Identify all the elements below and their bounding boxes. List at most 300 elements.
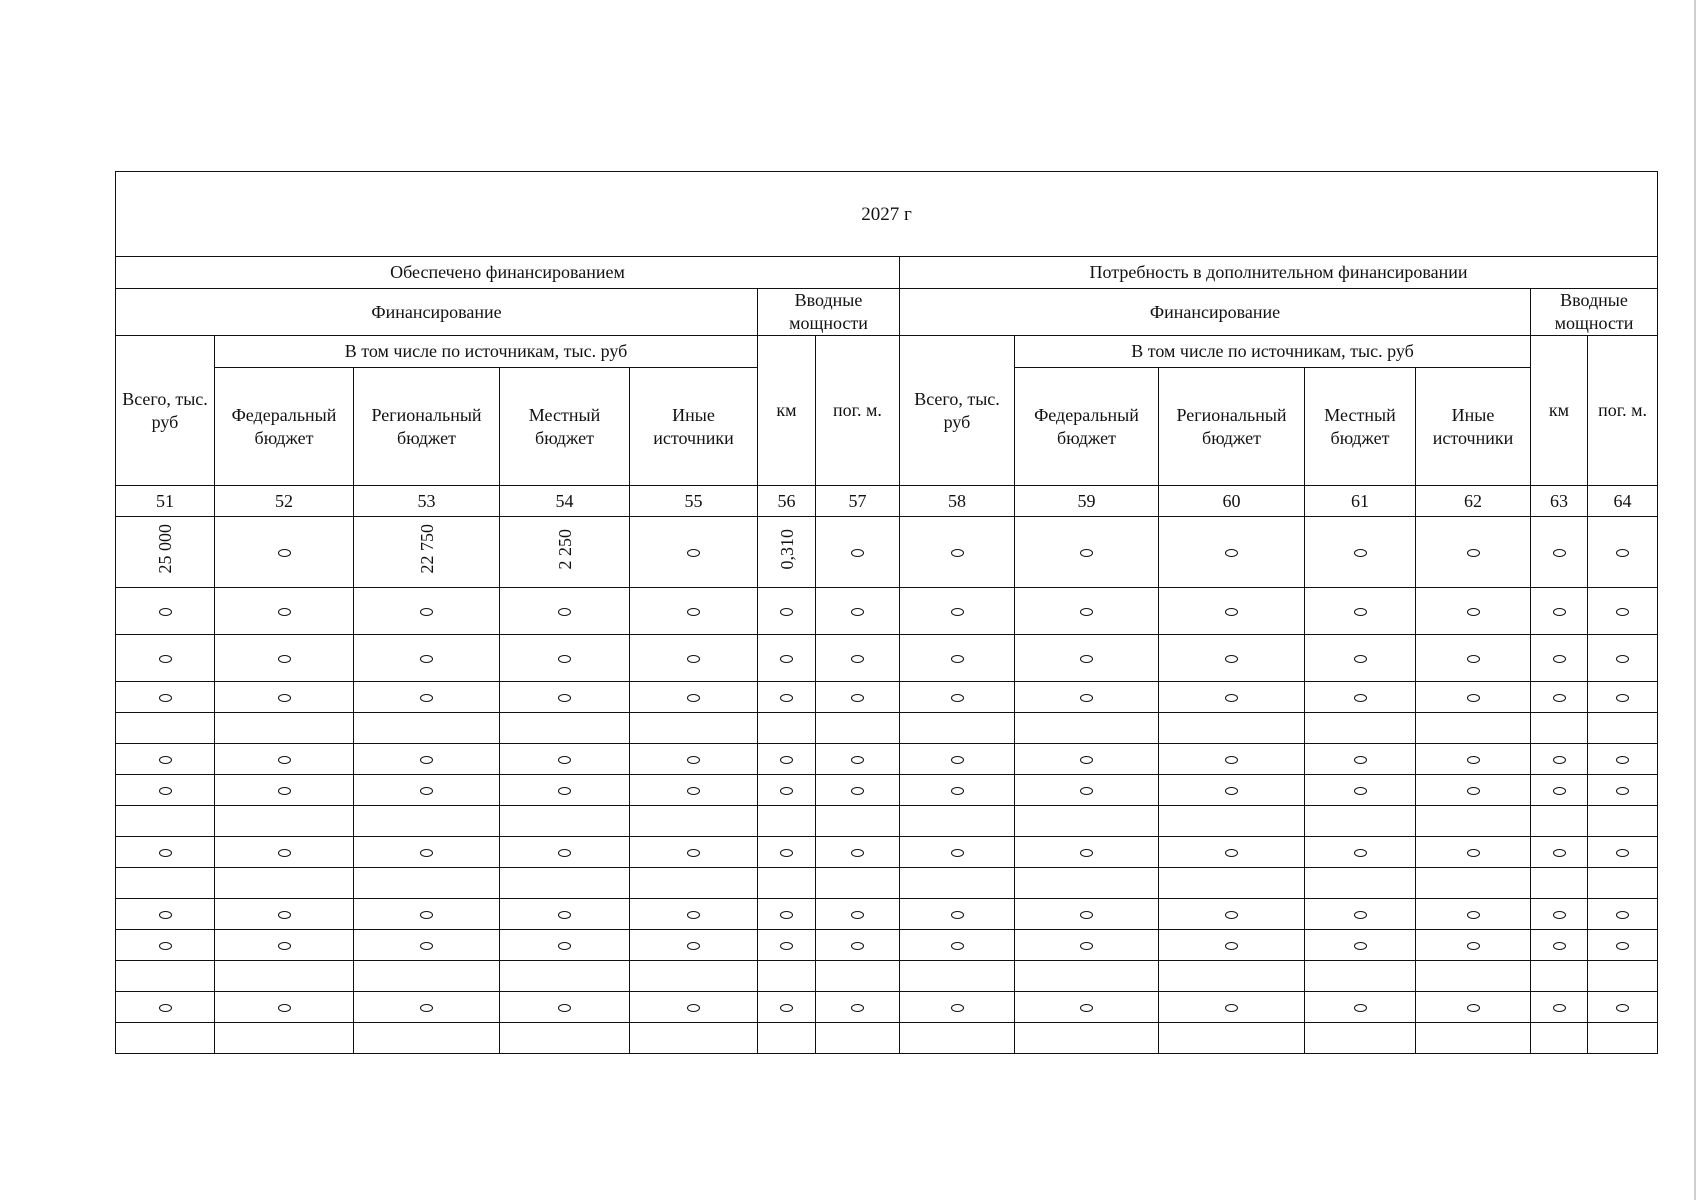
zero-value [1467, 942, 1480, 950]
zero-value [1616, 694, 1629, 702]
zero-value [1616, 549, 1629, 557]
table-cell [354, 1023, 500, 1054]
zero-value [159, 694, 172, 702]
table-cell [1588, 961, 1658, 992]
table-cell [1416, 1023, 1531, 1054]
table-cell [1015, 899, 1159, 930]
table-cell [116, 517, 215, 588]
table-cell [1588, 899, 1658, 930]
zero-value [1467, 1004, 1480, 1012]
col-regional-left: Региональный бюджет [354, 368, 500, 486]
table-cell [1305, 930, 1416, 961]
zero-value [1080, 694, 1093, 702]
table-cell [1159, 1023, 1305, 1054]
table-cell [1416, 961, 1531, 992]
zero-value [420, 1004, 433, 1012]
table-cell [1588, 682, 1658, 713]
table-cell [900, 635, 1015, 682]
zero-value [851, 1004, 864, 1012]
table-cell [500, 806, 630, 837]
zero-value [951, 694, 964, 702]
table-cell [900, 744, 1015, 775]
table-row [116, 837, 1658, 868]
table-cell [1416, 837, 1531, 868]
zero-value [951, 655, 964, 663]
zero-value [851, 849, 864, 857]
table-cell [1015, 682, 1159, 713]
zero-value [1354, 608, 1367, 616]
column-number: 58 [900, 486, 1015, 517]
table-cell [1416, 713, 1531, 744]
zero-value [687, 787, 700, 795]
zero-value [159, 608, 172, 616]
zero-value [1553, 608, 1566, 616]
zero-value [1354, 549, 1367, 557]
table-cell [116, 744, 215, 775]
table-cell [354, 682, 500, 713]
table-cell [758, 682, 816, 713]
table-cell [1015, 992, 1159, 1023]
table-cell [1305, 837, 1416, 868]
table-cell [630, 517, 758, 588]
table-cell [1531, 682, 1588, 713]
table-cell [758, 837, 816, 868]
zero-value [558, 942, 571, 950]
table-cell [630, 775, 758, 806]
table-row [116, 635, 1658, 682]
table-cell [215, 744, 354, 775]
table-cell [500, 1023, 630, 1054]
zero-value [558, 608, 571, 616]
table-row [116, 517, 1658, 588]
col-km-right: км [1531, 336, 1588, 486]
table-cell [816, 930, 900, 961]
table-cell [758, 517, 816, 588]
table-cell [215, 517, 354, 588]
zero-value [1080, 549, 1093, 557]
zero-value [420, 694, 433, 702]
table-cell [1159, 744, 1305, 775]
zero-value [687, 849, 700, 857]
table-cell [1305, 961, 1416, 992]
table-cell [116, 635, 215, 682]
zero-value [159, 911, 172, 919]
col-other-right: Иные источники [1416, 368, 1531, 486]
table-cell [116, 961, 215, 992]
zero-value [1354, 655, 1367, 663]
table-cell [215, 1023, 354, 1054]
zero-value [851, 787, 864, 795]
table-cell [116, 1023, 215, 1054]
column-number: 56 [758, 486, 816, 517]
table-cell [1416, 517, 1531, 588]
table-cell [630, 744, 758, 775]
table-cell [1531, 806, 1588, 837]
col-federal-left: Федеральный бюджет [215, 368, 354, 486]
zero-value [1225, 655, 1238, 663]
zero-value [420, 655, 433, 663]
column-number: 59 [1015, 486, 1159, 517]
table-cell [630, 1023, 758, 1054]
table-cell [1531, 517, 1588, 588]
table-cell [1531, 775, 1588, 806]
table-cell [1588, 775, 1658, 806]
zero-value [1354, 849, 1367, 857]
table-cell [215, 775, 354, 806]
table-cell [816, 868, 900, 899]
zero-value [558, 655, 571, 663]
zero-value [1354, 942, 1367, 950]
table-cell [215, 961, 354, 992]
table-title: 2027 г [116, 172, 1658, 257]
table-cell [1588, 992, 1658, 1023]
table-cell [354, 517, 500, 588]
table-row [116, 992, 1658, 1023]
table-cell [1588, 868, 1658, 899]
zero-value [780, 787, 793, 795]
table-cell [1159, 992, 1305, 1023]
table-cell [630, 635, 758, 682]
zero-value [851, 608, 864, 616]
zero-value [420, 756, 433, 764]
zero-value [278, 787, 291, 795]
zero-value [159, 1004, 172, 1012]
zero-value [1225, 942, 1238, 950]
zero-value [951, 942, 964, 950]
zero-value [159, 849, 172, 857]
table-cell [215, 899, 354, 930]
zero-value [687, 694, 700, 702]
zero-value [1080, 787, 1093, 795]
zero-value [780, 655, 793, 663]
table-row [116, 930, 1658, 961]
zero-value [1080, 911, 1093, 919]
table-cell [1531, 713, 1588, 744]
table-cell [816, 682, 900, 713]
zero-value [951, 911, 964, 919]
table-cell [630, 930, 758, 961]
table-cell [354, 744, 500, 775]
zero-value [687, 608, 700, 616]
table-cell [1416, 992, 1531, 1023]
table-cell [816, 806, 900, 837]
zero-value [1467, 608, 1480, 616]
table-cell [1588, 1023, 1658, 1054]
zero-value [1616, 1004, 1629, 1012]
table-cell [1531, 744, 1588, 775]
table-cell [816, 744, 900, 775]
table-cell [900, 837, 1015, 868]
table-cell [816, 635, 900, 682]
table-cell [116, 682, 215, 713]
table-cell [758, 588, 816, 635]
table-cell [354, 992, 500, 1023]
table-cell [1588, 806, 1658, 837]
zero-value [951, 608, 964, 616]
zero-value [278, 655, 291, 663]
section-secured-header: Обеспечено финансированием [116, 257, 900, 289]
column-number: 60 [1159, 486, 1305, 517]
table-cell [1531, 837, 1588, 868]
table-cell [1015, 1023, 1159, 1054]
table-cell [816, 992, 900, 1023]
table-cell [1015, 868, 1159, 899]
table-cell [630, 713, 758, 744]
zero-value [687, 942, 700, 950]
zero-value [851, 694, 864, 702]
table-cell [1416, 899, 1531, 930]
table-cell [1159, 713, 1305, 744]
zero-value [1553, 1004, 1566, 1012]
financing-table [115, 171, 1658, 1054]
zero-value [1553, 655, 1566, 663]
zero-value [278, 756, 291, 764]
zero-value [687, 655, 700, 663]
column-number: 63 [1531, 486, 1588, 517]
zero-value [687, 1004, 700, 1012]
zero-value [951, 787, 964, 795]
table-cell [116, 775, 215, 806]
table-cell [500, 517, 630, 588]
table-cell [500, 961, 630, 992]
table-cell [215, 837, 354, 868]
zero-value [1467, 655, 1480, 663]
zero-value [1467, 756, 1480, 764]
table-cell [758, 635, 816, 682]
zero-value [1080, 756, 1093, 764]
zero-value [159, 942, 172, 950]
zero-value [851, 549, 864, 557]
zero-value [687, 911, 700, 919]
table-cell [1305, 1023, 1416, 1054]
zero-value [420, 942, 433, 950]
table-cell [116, 588, 215, 635]
table-cell [215, 588, 354, 635]
table-cell [116, 899, 215, 930]
zero-value [1467, 787, 1480, 795]
zero-value [1467, 911, 1480, 919]
table-cell [116, 992, 215, 1023]
zero-value [558, 911, 571, 919]
table-cell [1531, 961, 1588, 992]
zero-value [1553, 911, 1566, 919]
table-cell [215, 868, 354, 899]
table-cell [758, 744, 816, 775]
table-cell [500, 744, 630, 775]
table-cell [630, 837, 758, 868]
table-cell [630, 682, 758, 713]
col-pog-m-left: пог. м. [816, 336, 900, 486]
table-cell [900, 1023, 1015, 1054]
zero-value [1225, 756, 1238, 764]
table-cell [1159, 837, 1305, 868]
table-cell [900, 517, 1015, 588]
zero-value [278, 694, 291, 702]
zero-value [1553, 694, 1566, 702]
zero-value [1225, 911, 1238, 919]
table-cell [758, 992, 816, 1023]
table-row [116, 806, 1658, 837]
zero-value [1553, 787, 1566, 795]
zero-value [1080, 942, 1093, 950]
table-cell [1416, 868, 1531, 899]
table-cell [1305, 744, 1416, 775]
col-pog-m-right: пог. м. [1588, 336, 1658, 486]
zero-value [159, 655, 172, 663]
table-cell [900, 775, 1015, 806]
zero-value [1080, 1004, 1093, 1012]
table-cell [1416, 930, 1531, 961]
column-number: 61 [1305, 486, 1416, 517]
table-cell [354, 713, 500, 744]
table-cell [900, 899, 1015, 930]
sources-header-left: В том числе по источникам, тыс. руб [215, 336, 758, 368]
table-cell [1305, 775, 1416, 806]
zero-value [1553, 756, 1566, 764]
zero-value [1616, 787, 1629, 795]
table-row [116, 588, 1658, 635]
zero-value [159, 756, 172, 764]
table-cell [1159, 899, 1305, 930]
zero-value [1225, 549, 1238, 557]
sources-header-right: В том числе по источникам, тыс. руб [1015, 336, 1531, 368]
table-cell [116, 713, 215, 744]
table-cell [1159, 868, 1305, 899]
table-cell [1159, 517, 1305, 588]
zero-value [1225, 849, 1238, 857]
zero-value [1225, 1004, 1238, 1012]
table-cell [354, 588, 500, 635]
column-number: 51 [116, 486, 215, 517]
cell-value: 2 250 [554, 528, 575, 570]
table-cell [816, 588, 900, 635]
table-cell [1588, 635, 1658, 682]
zero-value [1616, 655, 1629, 663]
zero-value [780, 942, 793, 950]
table-cell [1416, 806, 1531, 837]
zero-value [951, 1004, 964, 1012]
table-row [116, 775, 1658, 806]
table-cell [116, 930, 215, 961]
table-cell [1159, 682, 1305, 713]
col-other-left: Иные источники [630, 368, 758, 486]
zero-value [1553, 549, 1566, 557]
table-cell [758, 775, 816, 806]
zero-value [558, 756, 571, 764]
table-cell [1588, 744, 1658, 775]
table-cell [758, 961, 816, 992]
table-cell [758, 1023, 816, 1054]
zero-value [558, 787, 571, 795]
table-cell [630, 961, 758, 992]
table-cell [1305, 713, 1416, 744]
table-cell [500, 992, 630, 1023]
table-cell [1588, 588, 1658, 635]
column-number: 55 [630, 486, 758, 517]
zero-value [1354, 694, 1367, 702]
table-cell [1531, 588, 1588, 635]
table-cell [354, 837, 500, 868]
zero-value [951, 549, 964, 557]
zero-value [851, 911, 864, 919]
table-cell [900, 588, 1015, 635]
zero-value [420, 911, 433, 919]
table-cell [1588, 837, 1658, 868]
table-cell [500, 899, 630, 930]
zero-value [1553, 942, 1566, 950]
table-cell [1588, 930, 1658, 961]
table-cell [1305, 899, 1416, 930]
zero-value [1616, 942, 1629, 950]
table-row [116, 899, 1658, 930]
zero-value [1354, 911, 1367, 919]
section-additional-header: Потребность в дополнительном финансировании [900, 257, 1658, 289]
col-regional-right: Региональный бюджет [1159, 368, 1305, 486]
table-cell [1416, 744, 1531, 775]
zero-value [1080, 849, 1093, 857]
table-cell [816, 961, 900, 992]
table-cell [354, 899, 500, 930]
table-cell [1531, 930, 1588, 961]
table-cell [215, 635, 354, 682]
zero-value [851, 756, 864, 764]
financing-header-right: Финансирование [900, 289, 1531, 336]
capacity-header-left: Вводные мощности [758, 289, 900, 336]
table-cell [900, 930, 1015, 961]
table-cell [1531, 1023, 1588, 1054]
table-cell [1531, 635, 1588, 682]
column-number: 53 [354, 486, 500, 517]
table-cell [1159, 806, 1305, 837]
table-row [116, 713, 1658, 744]
zero-value [780, 756, 793, 764]
table-cell [1531, 992, 1588, 1023]
table-cell [500, 837, 630, 868]
table-cell [1305, 635, 1416, 682]
column-number: 52 [215, 486, 354, 517]
table-row [116, 744, 1658, 775]
zero-value [951, 849, 964, 857]
column-number-row [116, 486, 1658, 517]
capacity-header-right: Вводные мощности [1531, 289, 1658, 336]
table-cell [1305, 868, 1416, 899]
zero-value [558, 849, 571, 857]
table-cell [758, 806, 816, 837]
zero-value [687, 549, 700, 557]
table-cell [630, 992, 758, 1023]
zero-value [420, 787, 433, 795]
table-cell [354, 635, 500, 682]
table-cell [1305, 992, 1416, 1023]
table-cell [1015, 775, 1159, 806]
zero-value [278, 608, 291, 616]
table-cell [116, 868, 215, 899]
table-cell [1416, 682, 1531, 713]
col-local-left: Местный бюджет [500, 368, 630, 486]
zero-value [420, 849, 433, 857]
table-cell [1305, 517, 1416, 588]
zero-value [420, 608, 433, 616]
column-number: 57 [816, 486, 900, 517]
zero-value [1080, 608, 1093, 616]
zero-value [687, 756, 700, 764]
zero-value [278, 1004, 291, 1012]
table-cell [758, 713, 816, 744]
zero-value [1354, 787, 1367, 795]
table-cell [215, 992, 354, 1023]
zero-value [278, 849, 291, 857]
zero-value [278, 942, 291, 950]
